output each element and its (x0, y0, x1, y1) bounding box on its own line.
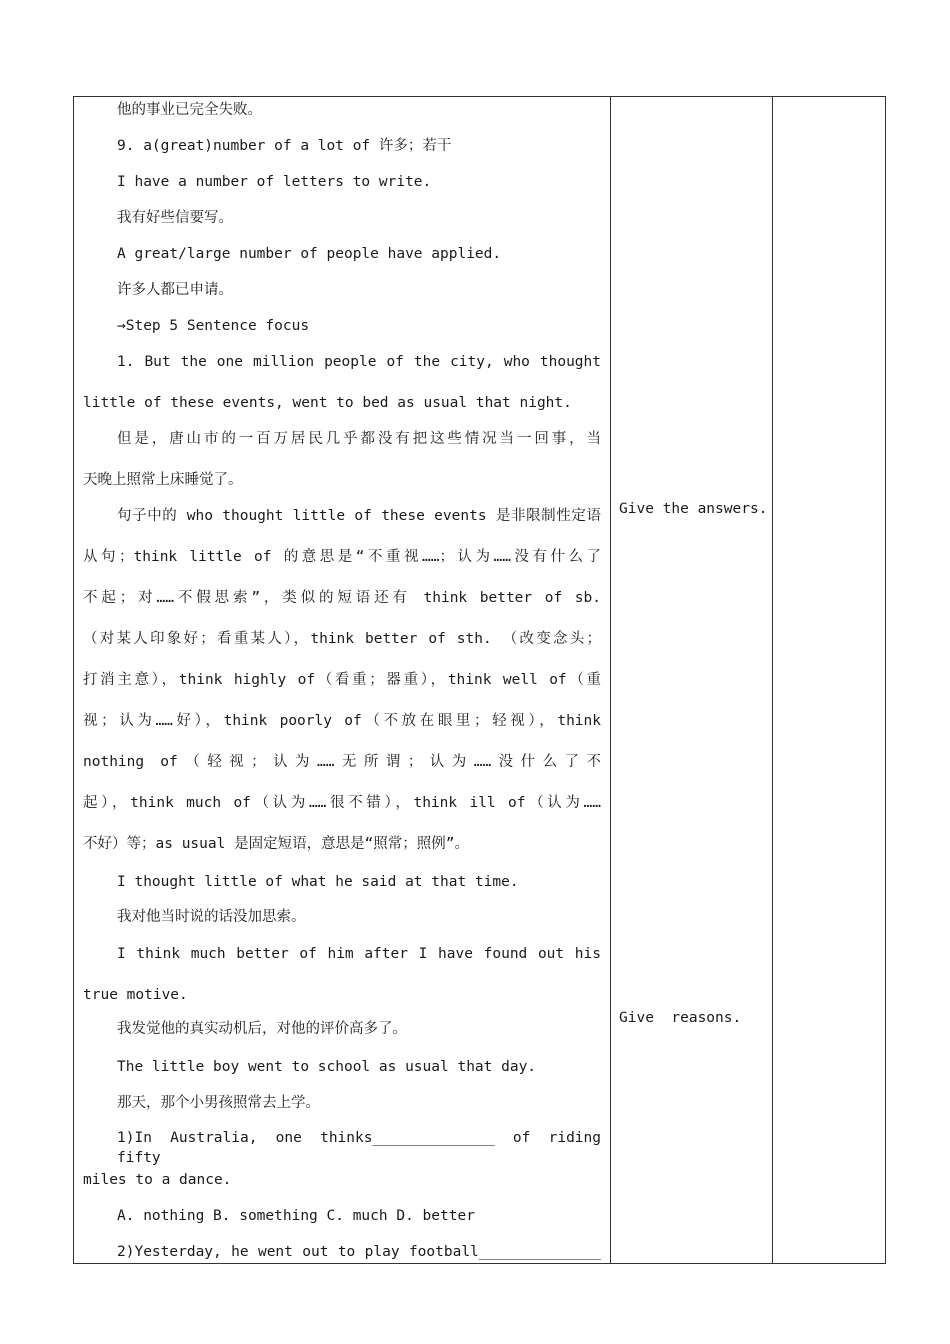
content-column (74, 97, 610, 1263)
exercise-question: 2)Yesterday, he went out to play football______________ (117, 1244, 601, 1260)
text-line: 我有好些信要写。 (117, 210, 233, 226)
text-line: 不好）等；as usual 是固定短语，意思是“照常；照例”。 (83, 836, 470, 852)
column-divider-1 (610, 97, 611, 1263)
text-line: The little boy went to school as usual that day. (117, 1059, 537, 1075)
step-heading: →Step 5 Sentence focus (117, 318, 310, 334)
text-line: 但是，唐山市的一百万居民几乎都没有把这些情况当一回事，当 (117, 431, 601, 447)
text-line: little of these events, went to bed as usual that night. (83, 395, 572, 411)
exercise-options: A. nothing B. something C. much D. better (117, 1208, 475, 1224)
text-line: 9. a(great)number of a lot of 许多；若干 (117, 138, 452, 154)
text-line: 我对他当时说的话没加思索。 (117, 909, 306, 925)
text-line: 起），think much of（认为……很不错），think ill of（认为…… (83, 795, 601, 811)
text-line: 不起；对……不假思索”，类似的短语还有 think better of sb. (83, 590, 601, 606)
text-line: 我发觉他的真实动机后，对他的评价高多了。 (117, 1021, 407, 1037)
text-line: I have a number of letters to write. (117, 174, 432, 190)
text-line: 打消主意），think highly of（看重；器重），think well of（重 (83, 672, 601, 688)
text-line: nothing of（轻视；认为……无所谓；认为……没什么了不 (83, 754, 601, 770)
exercise-question: 1)In Australia, one thinks______________ of riding fifty (117, 1130, 601, 1166)
text-line: I thought little of what he said at that time. (117, 874, 519, 890)
lesson-table (73, 96, 886, 1264)
answers-label: Give the answers. (619, 501, 768, 517)
text-line: 视；认为……好），think poorly of（不放在眼里；轻视），think (83, 713, 601, 729)
text-line: true motive. (83, 987, 188, 1003)
text-line: （对某人印象好；看重某人），think better of sth. （改变念头； (83, 631, 601, 647)
column-divider-2 (772, 97, 773, 1263)
reasons-label: Give reasons. (619, 1010, 742, 1026)
text-line: A great/large number of people have applied. (117, 246, 502, 262)
text-line: miles to a dance. (83, 1172, 232, 1188)
text-line: 从句；think little of 的意思是“不重视……；认为……没有什么了 (83, 549, 601, 565)
text-line: 句子中的 who thought little of these events 是非限制性定语 (117, 508, 601, 524)
text-line: I think much better of him after I have found out his (117, 946, 601, 962)
text-line: 许多人都已申请。 (117, 282, 233, 298)
text-line: 那天，那个小男孩照常去上学。 (117, 1095, 320, 1111)
text-line: 1. But the one million people of the city, who thought (117, 354, 601, 370)
text-line: 他的事业已完全失败。 (117, 102, 262, 118)
text-line: 天晚上照常上床睡觉了。 (83, 472, 243, 488)
